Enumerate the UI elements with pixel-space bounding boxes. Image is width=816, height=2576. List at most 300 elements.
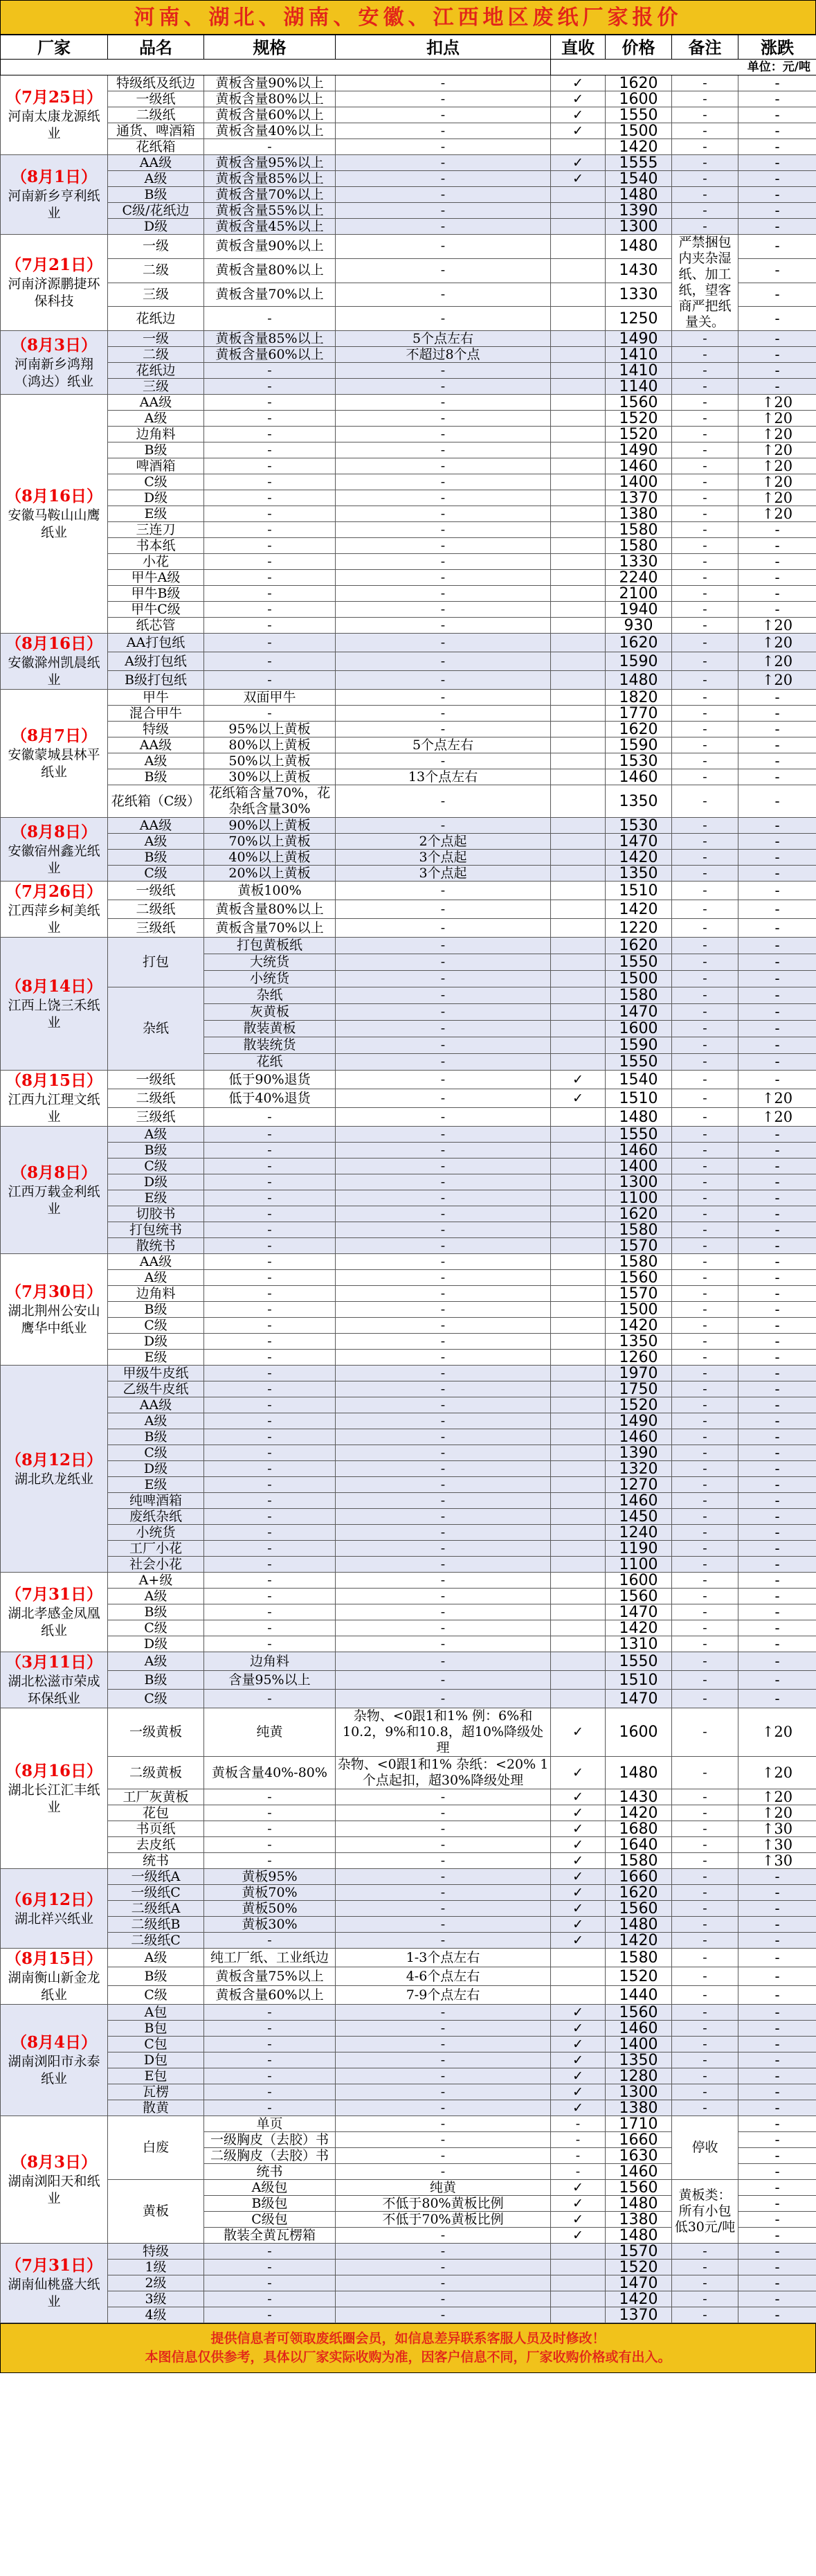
spec-cell: - xyxy=(204,427,336,442)
direct-cell xyxy=(551,1021,606,1037)
spec-cell: - xyxy=(204,618,336,634)
spec-cell: - xyxy=(204,1381,336,1397)
grade-cell: C级 xyxy=(108,1620,204,1636)
deduction-cell: - xyxy=(336,1397,551,1413)
spec-cell: - xyxy=(204,1557,336,1573)
grade-cell: AA级 xyxy=(108,1397,204,1413)
spec-cell: - xyxy=(204,706,336,722)
price-cell: 1580 xyxy=(606,1853,672,1869)
grade-cell: A级 xyxy=(108,1949,204,1967)
price-cell: 1380 xyxy=(606,2212,672,2228)
direct-cell xyxy=(551,1413,606,1429)
price-cell: 1100 xyxy=(606,1557,672,1573)
price-cell: 1480 xyxy=(606,671,672,690)
price-cell: 1560 xyxy=(606,2180,672,2196)
price-cell: 1580 xyxy=(606,1949,672,1967)
grade-cell: 统书 xyxy=(108,1853,204,1869)
direct-cell xyxy=(551,283,606,307)
price-cell: 1580 xyxy=(606,1222,672,1238)
change-cell: ↑20 xyxy=(738,458,816,474)
direct-cell xyxy=(551,1174,606,1190)
price-cell: 1580 xyxy=(606,1254,672,1270)
note-cell: - xyxy=(672,219,738,235)
spec-cell: - xyxy=(204,1636,336,1652)
price-cell: 1300 xyxy=(606,219,672,235)
direct-cell xyxy=(551,411,606,427)
deduction-cell: - xyxy=(336,1350,551,1366)
table-row xyxy=(1,2116,816,2132)
note-cell: - xyxy=(672,1174,738,1190)
grade-cell: 4级 xyxy=(108,2307,204,2323)
grade-cell: 乙级牛皮纸 xyxy=(108,1381,204,1397)
grade-cell: AA级 xyxy=(108,395,204,411)
direct-cell: - xyxy=(551,2148,606,2164)
subcategory-cell: 黄板 xyxy=(108,2180,204,2244)
table-row xyxy=(1,2291,816,2307)
grade-cell: 二级纸A xyxy=(108,1901,204,1917)
grade-cell: 统书 xyxy=(204,2164,336,2180)
price-cell: 1320 xyxy=(606,1461,672,1477)
table-row xyxy=(1,442,816,458)
price-cell: 1630 xyxy=(606,2148,672,2164)
grade-cell: 甲牛 xyxy=(108,690,204,706)
spec-cell: - xyxy=(204,2021,336,2037)
deduction-cell: - xyxy=(336,554,551,570)
deduction-cell: - xyxy=(336,1573,551,1589)
change-cell: ↑20 xyxy=(738,490,816,506)
change-cell: - xyxy=(738,554,816,570)
note-cell: - xyxy=(672,2037,738,2052)
direct-cell xyxy=(551,1222,606,1238)
change-cell: ↑20 xyxy=(738,1108,816,1127)
deduction-cell: - xyxy=(336,570,551,586)
grade-cell: A级 xyxy=(108,1270,204,1286)
spec-cell: 黄板含量95%以上 xyxy=(204,155,336,171)
price-cell: 1770 xyxy=(606,706,672,722)
table-row xyxy=(1,2052,816,2068)
change-cell: - xyxy=(738,2148,816,2164)
column-header: 备注 xyxy=(672,35,738,60)
table-row xyxy=(1,1690,816,1708)
price-cell: 1420 xyxy=(606,1805,672,1821)
table-row xyxy=(1,538,816,554)
note-cell: - xyxy=(672,1557,738,1573)
spec-cell: - xyxy=(204,1461,336,1477)
note-cell: - xyxy=(672,379,738,395)
deduction-cell: - xyxy=(336,506,551,522)
change-cell: - xyxy=(738,2196,816,2212)
factory-cell xyxy=(1,2116,108,2244)
change-cell: - xyxy=(738,1004,816,1021)
change-cell: - xyxy=(738,331,816,347)
change-cell: - xyxy=(738,1541,816,1557)
spec-cell: - xyxy=(204,1334,336,1350)
price-cell: 1540 xyxy=(606,171,672,187)
direct-cell xyxy=(551,1589,606,1604)
grade-cell: 二级 xyxy=(108,347,204,363)
change-cell: - xyxy=(738,2212,816,2228)
price-cell: 1600 xyxy=(606,1573,672,1589)
direct-cell xyxy=(551,363,606,379)
spec-cell: - xyxy=(204,554,336,570)
factory-cell xyxy=(1,2244,108,2323)
column-header: 规格 xyxy=(204,35,336,60)
table-row xyxy=(1,1671,816,1690)
note-cell: - xyxy=(672,363,738,379)
price-cell: 1530 xyxy=(606,753,672,769)
change-cell: - xyxy=(738,2116,816,2132)
spec-cell: - xyxy=(204,2084,336,2100)
deduction-cell: - xyxy=(336,987,551,1004)
direct-cell xyxy=(551,1557,606,1573)
spec-cell: - xyxy=(204,1238,336,1254)
direct-cell: ✓ xyxy=(551,1885,606,1901)
factory-cell xyxy=(1,331,108,395)
deduction-cell: - xyxy=(336,1789,551,1805)
note-cell: - xyxy=(672,1413,738,1429)
deduction-cell: - xyxy=(336,785,551,818)
table-row xyxy=(1,1174,816,1190)
factory-cell xyxy=(1,1573,108,1652)
grade-cell: 特级 xyxy=(108,2244,204,2260)
table-row xyxy=(1,1190,816,1206)
change-cell: ↑30 xyxy=(738,1821,816,1837)
deduction-cell: - xyxy=(336,107,551,123)
update-date: （7月31日） xyxy=(5,1585,102,1604)
direct-cell xyxy=(551,506,606,522)
deduction-cell: - xyxy=(336,155,551,171)
change-cell: - xyxy=(738,2037,816,2052)
spec-cell: 黄板含量45%以上 xyxy=(204,219,336,235)
grade-cell: C级 xyxy=(108,1445,204,1461)
direct-cell xyxy=(551,971,606,987)
change-cell: ↑20 xyxy=(738,1089,816,1108)
grade-cell: 三连刀 xyxy=(108,522,204,538)
update-date: （3月11日） xyxy=(5,1653,102,1672)
deduction-cell: - xyxy=(336,2164,551,2180)
grade-cell: A级 xyxy=(108,171,204,187)
note-cell: - xyxy=(672,2005,738,2021)
table-row xyxy=(1,363,816,379)
change-cell: - xyxy=(738,1986,816,2005)
note-cell: - xyxy=(672,1302,738,1318)
change-cell: - xyxy=(738,538,816,554)
change-cell: - xyxy=(738,283,816,307)
price-cell: 1480 xyxy=(606,187,672,203)
factory-name: 湖北长江汇丰纸业 xyxy=(8,1782,100,1815)
spec-cell: 40%以上黄板 xyxy=(204,850,336,866)
change-cell: - xyxy=(738,850,816,866)
table-row xyxy=(1,155,816,171)
direct-cell xyxy=(551,2291,606,2307)
note-cell: - xyxy=(672,1541,738,1557)
spec-cell: - xyxy=(204,1159,336,1174)
table-row xyxy=(1,2068,816,2084)
grade-cell: E级 xyxy=(108,1477,204,1493)
update-date: （8月8日） xyxy=(10,822,97,841)
deduction-cell: - xyxy=(336,1901,551,1917)
change-cell: - xyxy=(738,1901,816,1917)
spec-cell: 黄板含量70%以上 xyxy=(204,283,336,307)
direct-cell: ✓ xyxy=(551,1071,606,1089)
price-cell: 1400 xyxy=(606,474,672,490)
note-cell: - xyxy=(672,1837,738,1853)
direct-cell: ✓ xyxy=(551,2052,606,2068)
direct-cell: ✓ xyxy=(551,2005,606,2021)
spec-cell: 黄板含量40%以上 xyxy=(204,123,336,139)
table-row xyxy=(1,1652,816,1671)
table-row xyxy=(1,1089,816,1108)
spec-cell: - xyxy=(204,2275,336,2291)
price-cell: 1710 xyxy=(606,2116,672,2132)
table-row xyxy=(1,123,816,139)
table-row xyxy=(1,1805,816,1821)
deduction-cell: - xyxy=(336,1190,551,1206)
factory-cell xyxy=(1,882,108,938)
note-cell: - xyxy=(672,2100,738,2116)
change-cell: - xyxy=(738,1620,816,1636)
grade-cell: A级 xyxy=(108,1589,204,1604)
direct-cell xyxy=(551,1286,606,1302)
spec-cell: - xyxy=(204,1573,336,1589)
grade-cell: 打包统书 xyxy=(108,1222,204,1238)
change-cell: - xyxy=(738,258,816,283)
deduction-cell: - xyxy=(336,307,551,331)
note-cell: - xyxy=(672,2307,738,2323)
price-cell: 1550 xyxy=(606,107,672,123)
direct-cell xyxy=(551,602,606,618)
update-date: （8月1日） xyxy=(10,168,97,186)
change-cell: - xyxy=(738,2164,816,2180)
price-cell: 930 xyxy=(606,618,672,634)
spec-cell: - xyxy=(204,2260,336,2275)
spec-cell: 50%以上黄板 xyxy=(204,753,336,769)
price-cell: 1430 xyxy=(606,1789,672,1805)
direct-cell xyxy=(551,785,606,818)
price-cell: 1390 xyxy=(606,203,672,219)
change-cell: - xyxy=(738,235,816,259)
grade-cell: D级 xyxy=(108,1334,204,1350)
table-row xyxy=(1,618,816,634)
spec-cell: 黄板含量70%以上 xyxy=(204,919,336,938)
spec-cell: - xyxy=(204,1190,336,1206)
direct-cell xyxy=(551,1652,606,1671)
direct-cell: ✓ xyxy=(551,107,606,123)
grade-cell: AA级 xyxy=(108,818,204,834)
spec-cell: - xyxy=(204,602,336,618)
factory-name: 安徽宿州鑫光纸业 xyxy=(8,843,100,876)
price-cell: 1470 xyxy=(606,2275,672,2291)
direct-cell: ✓ xyxy=(551,1805,606,1821)
table-row xyxy=(1,1108,816,1127)
table-row xyxy=(1,1986,816,2005)
grade-cell: 一级纸 xyxy=(108,882,204,900)
grade-cell: 边角料 xyxy=(108,1286,204,1302)
table-row xyxy=(1,706,816,722)
spec-cell: - xyxy=(204,1270,336,1286)
change-cell: - xyxy=(738,2180,816,2196)
table-row xyxy=(1,882,816,900)
spec-cell: - xyxy=(204,522,336,538)
price-cell: 1460 xyxy=(606,769,672,785)
table-row xyxy=(1,1933,816,1949)
table-row xyxy=(1,1589,816,1604)
price-cell: 1420 xyxy=(606,1620,672,1636)
direct-cell xyxy=(551,919,606,938)
note-cell: - xyxy=(672,474,738,490)
direct-cell xyxy=(551,427,606,442)
factory-name: 江西万载金利纸业 xyxy=(8,1183,100,1217)
grade-cell: 小统货 xyxy=(108,1525,204,1541)
change-cell: - xyxy=(738,1366,816,1381)
direct-cell xyxy=(551,882,606,900)
price-cell: 1560 xyxy=(606,1270,672,1286)
grade-cell: 三级 xyxy=(108,379,204,395)
direct-cell xyxy=(551,139,606,155)
deduction-cell: - xyxy=(336,1541,551,1557)
direct-cell xyxy=(551,737,606,753)
spec-cell: - xyxy=(204,1350,336,1366)
deduction-cell: - xyxy=(336,283,551,307)
price-cell: 1270 xyxy=(606,1477,672,1493)
table-row xyxy=(1,1620,816,1636)
deduction-cell: - xyxy=(336,1557,551,1573)
spec-cell: - xyxy=(204,379,336,395)
price-cell: 1620 xyxy=(606,938,672,954)
note-cell: - xyxy=(672,1853,738,1869)
note-cell: - xyxy=(672,1254,738,1270)
note-cell: - xyxy=(672,1986,738,2005)
spec-cell: 黄板含量70%以上 xyxy=(204,187,336,203)
grade-cell: C级 xyxy=(108,474,204,490)
deduction-cell: - xyxy=(336,474,551,490)
grade-cell: B级 xyxy=(108,1671,204,1690)
update-date: （8月4日） xyxy=(10,2033,97,2052)
table-row xyxy=(1,1636,816,1652)
deduction-cell: - xyxy=(336,1413,551,1429)
table-row xyxy=(1,2021,816,2037)
direct-cell: ✓ xyxy=(551,91,606,107)
change-cell: - xyxy=(738,722,816,737)
price-cell: 1480 xyxy=(606,1108,672,1127)
spec-cell: - xyxy=(204,458,336,474)
change-cell: - xyxy=(738,1350,816,1366)
column-header: 厂家 xyxy=(1,35,108,60)
note-cell: - xyxy=(672,1620,738,1636)
update-date: （8月12日） xyxy=(5,1450,102,1469)
deduction-cell: - xyxy=(336,882,551,900)
update-date: （8月7日） xyxy=(10,726,97,745)
note-cell: - xyxy=(672,1805,738,1821)
change-cell: - xyxy=(738,522,816,538)
price-cell: 1410 xyxy=(606,347,672,363)
change-cell: ↑20 xyxy=(738,1789,816,1805)
spec-cell: - xyxy=(204,2244,336,2260)
change-cell: - xyxy=(738,75,816,91)
note-cell: - xyxy=(672,427,738,442)
table-row xyxy=(1,219,816,235)
grade-cell: 一级纸 xyxy=(108,91,204,107)
spec-cell: - xyxy=(204,2037,336,2052)
grade-cell: 工厂小花 xyxy=(108,1541,204,1557)
change-cell: ↑30 xyxy=(738,1853,816,1869)
direct-cell: ✓ xyxy=(551,2084,606,2100)
change-cell: - xyxy=(738,1334,816,1350)
change-cell: ↑20 xyxy=(738,411,816,427)
note-cell: - xyxy=(672,1334,738,1350)
spec-cell: - xyxy=(204,395,336,411)
grade-cell: 灰黄板 xyxy=(204,1004,336,1021)
price-cell: 1500 xyxy=(606,1302,672,1318)
change-cell: - xyxy=(738,1127,816,1143)
change-cell: - xyxy=(738,1636,816,1652)
note-cell: - xyxy=(672,490,738,506)
grade-cell: 一级黄板 xyxy=(108,1708,204,1757)
direct-cell xyxy=(551,1037,606,1054)
price-cell: 1530 xyxy=(606,818,672,834)
spec-cell: 黄板含量90%以上 xyxy=(204,235,336,259)
direct-cell xyxy=(551,1671,606,1690)
note-cell: - xyxy=(672,187,738,203)
price-cell: 1540 xyxy=(606,1071,672,1089)
direct-cell xyxy=(551,442,606,458)
table-row xyxy=(1,1381,816,1397)
direct-cell xyxy=(551,834,606,850)
spec-cell: - xyxy=(204,1445,336,1461)
spec-cell: 低于40%退货 xyxy=(204,1089,336,1108)
note-cell: - xyxy=(672,395,738,411)
direct-cell: ✓ xyxy=(551,2037,606,2052)
grade-cell: 三级纸 xyxy=(108,919,204,938)
note-cell: - xyxy=(672,1949,738,1967)
change-cell: - xyxy=(738,123,816,139)
direct-cell: ✓ xyxy=(551,171,606,187)
deduction-cell: - xyxy=(336,379,551,395)
direct-cell xyxy=(551,474,606,490)
spec-cell: 黄板含量60%以上 xyxy=(204,347,336,363)
grade-cell: C级 xyxy=(108,1318,204,1334)
deduction-cell: - xyxy=(336,1589,551,1604)
note-cell: - xyxy=(672,506,738,522)
change-cell: - xyxy=(738,2021,816,2037)
price-cell: 1460 xyxy=(606,2164,672,2180)
note-cell: 黄板类：所有小包低30元/吨 xyxy=(672,2180,738,2244)
direct-cell xyxy=(551,722,606,737)
note-cell: - xyxy=(672,1286,738,1302)
price-cell: 1420 xyxy=(606,850,672,866)
note-cell: - xyxy=(672,586,738,602)
note-cell: - xyxy=(672,1222,738,1238)
note-cell: - xyxy=(672,107,738,123)
grade-cell: 一级 xyxy=(108,235,204,259)
grade-cell: 2级 xyxy=(108,2275,204,2291)
direct-cell: ✓ xyxy=(551,155,606,171)
price-cell: 1420 xyxy=(606,900,672,919)
table-row xyxy=(1,769,816,785)
price-cell: 1330 xyxy=(606,283,672,307)
deduction-cell: - xyxy=(336,586,551,602)
note-cell: - xyxy=(672,1037,738,1054)
spec-cell: - xyxy=(204,363,336,379)
price-cell: 1370 xyxy=(606,490,672,506)
direct-cell xyxy=(551,522,606,538)
spec-cell: 纯工厂纸、工业纸边 xyxy=(204,1949,336,1967)
spec-cell: 低于90%退货 xyxy=(204,1071,336,1089)
grade-cell: 瓦楞 xyxy=(108,2084,204,2100)
spec-cell: 黄板含量40%-80% xyxy=(204,1757,336,1789)
change-cell: - xyxy=(738,307,816,331)
grade-cell: 啤酒箱 xyxy=(108,458,204,474)
